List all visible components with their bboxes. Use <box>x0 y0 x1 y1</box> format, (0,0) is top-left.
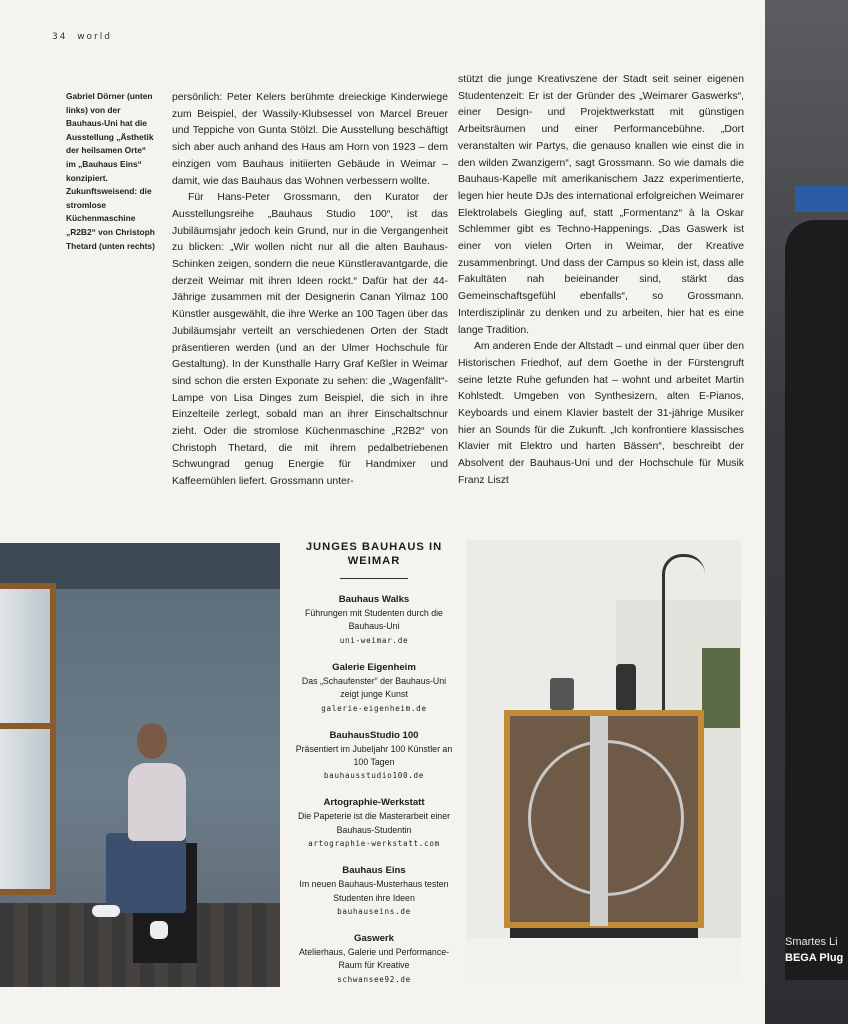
photo-window-bar <box>0 723 56 729</box>
article-paragraph: Für Hans-Peter Grossmann, den Kurator der Ausstellungsreihe „Bauhaus Studio 100“, ist das Jubiläumsjahr jedoch kein Grund, nur in die Vergangenheit zu blicken: „Wir wollen nicht nur all die alten Bauhaus-Schinken zeigen, sondern die neue Künstleravantgarde, die derzeit Weimar mit ihren Ideen rockt.“ Dafür hat der 44-Jährige zusammen mit der Designerin Canan Yilmaz 100 Künstler ausgewählt, die ihre Werke an 100 Tagen über das Jubiläumsjahr verteilt an verschiedenen Orten der Stadt präsentieren werden (und an der Ulmer Hochschule für Gestaltung). In der Kunsthalle Harry Graf Keßler in Weimar sind schon die ersten Exponate zu sehen: die „Wagenfällt“-Lampe von Lisa Dinges zum Beispiel, die sich in ihre Einzelteile zerlegt, sobald man an ihrer Einschaltschnur zieht. Oder die stromlose Küchenmaschine „R2B2“ von Christoph Thetard, die mit ihrem pedalbetriebenen Schwungrad genug Energie für Handmixer und Kaffeemühlen liefert. Grossmann unter- <box>172 192 448 488</box>
info-entry-name: Bauhaus Eins <box>342 865 406 877</box>
info-entry-desc: Im neuen Bauhaus-Musterhaus testen Studenten ihre Ideen <box>299 879 449 903</box>
info-entry-desc: Präsentiert im Jubeljahr 100 Künstler an 100 Tagen <box>295 743 453 768</box>
info-entry-url[interactable]: galerie-eigenheim.de <box>321 703 427 713</box>
info-entry <box>292 661 456 715</box>
info-entry <box>292 796 456 850</box>
info-entry <box>292 593 456 647</box>
photo-floor <box>466 938 741 982</box>
info-entry-name: Bauhaus Walks <box>338 594 410 605</box>
info-entry-name: Gaswerk <box>353 933 394 945</box>
info-entry-name: BauhausStudio 100 <box>329 729 419 741</box>
photo-window <box>0 583 56 895</box>
photo-person-body <box>128 763 186 841</box>
info-entry <box>292 864 456 918</box>
photo-person-head <box>137 723 167 759</box>
info-entry-url[interactable]: artographie-werkstatt.com <box>308 839 440 849</box>
photo-jug <box>550 678 574 710</box>
adjacent-page <box>765 0 848 1024</box>
info-box-entries <box>292 593 456 986</box>
photo-caption: Gabriel Dörner (unten links) von der Bauhaus-Uni hat die Ausstellung „Ästhetik der heilsamen Orte“ im „Bauhaus Eins“ konzipiert. Zukunftsweisend: die stromlose Küchenmaschine „R2B2“ von Christoph Thetard (unten rechts) <box>66 91 155 251</box>
photo-bottle <box>616 664 636 710</box>
adjacent-text-line1: Smartes Li <box>785 936 838 948</box>
photo-person-shoe <box>92 905 120 917</box>
article-column-1 <box>172 90 448 491</box>
info-entry-desc: Atelierhaus, Galerie und Performance-Raum für Kreative <box>298 947 450 971</box>
adjacent-blue-shape <box>795 186 848 212</box>
photo-lamp-arm <box>662 554 705 717</box>
article-column-2 <box>458 72 744 490</box>
article-paragraph: stützt die junge Kreativszene der Stadt seit seiner eigenen Studentenzeit: Er ist der Gründer des „Weimarer Gaswerks“, einer Design- und Projektwerkstatt mit günstigen Arbeitsräumen und einer Performancebühne. „Dort veranstalten wir Partys, die genauso knallen wie einst die in den wilden Zwanzigern“, sagt Grossmann. So wie damals die Bauhaus-Kapelle mit amerikanischem Jazz experimentierte, legen hier heute DJs des international erfolgreichen Weimarer Elektrolabels Giegling auf, statt „Formentanz“ à la Oskar Schlemmer gibt es Techno-Happenings. „Das Gaswerk ist einer von vielen Orten in Weimar, der Kreative zusammenbringt. Und dass der Campus so klein ist, dass alle Fakultäten nah beieinander sind, stärkt das Gemeinschaftsgefühl ebenfalls“, so Grossmann. Interdisziplinär zu denken und zu arbeiten, hier hat es eine lange Tradition. <box>458 74 744 336</box>
photo-machine-frame <box>590 716 608 926</box>
info-entry <box>292 932 456 986</box>
article-paragraph: Am anderen Ende der Altstadt – und einmal quer über den Historischen Friedhof, auf dem Goethe in der Fürstengruft seine letzte Ruhe gefunden hat – wohnt und arbeitet Martin Kohlstedt. Umgeben von Synthesizern, alten E-Pianos, Keyboards und einem Klavier bastelt der 31-jährige Musiker hier an Sounds für die Zukunft. „Ich konfrontiere klassisches Klavier mit Elektro und harten Bässen“, beschreibt der Absolvent der Bauhaus-Uni und der Hochschule für Musik Franz Liszt <box>458 341 744 486</box>
info-entry-url[interactable]: bauhauseins.de <box>337 907 411 917</box>
info-entry-desc: Die Papeterie ist die Masterarbeit einer Bauhaus-Studentin <box>297 811 451 835</box>
article-paragraph: persönlich: Peter Kelers berühmte dreieckige Kinderwiege zum Beispiel, der Wassily-Klubsessel von Marcel Breuer und Teppiche von Gunta Stölzl. Die Ausstellung beschäftigt sich aber auch anhand des Haus am Horn von 1923 – dem einzigen vom Bauhaus initiierten Gebäude in Weimar – damit, wie das Bauhaus das Wohnen verbessern wollte. <box>172 92 448 187</box>
info-box-title: JUNGES BAUHAUS IN WEIMAR <box>305 541 443 567</box>
photo-person-legs <box>106 833 186 913</box>
adjacent-dark-shape <box>785 220 848 980</box>
info-entry-url[interactable]: uni-weimar.de <box>339 635 409 645</box>
info-box-divider <box>340 578 408 579</box>
info-entry-name: Galerie Eigenheim <box>332 661 416 673</box>
info-entry-desc: Das „Schaufenster“ der Bauhaus-Uni zeigt junge Kunst <box>301 675 447 700</box>
info-entry-desc: Führungen mit Studenten durch die Bauhaus-Uni <box>305 608 443 632</box>
adjacent-text-line2: BEGA Plug <box>785 952 844 964</box>
info-entry-name: Artographie-Werkstatt <box>323 797 425 809</box>
kitchen-machine-photo <box>466 540 741 982</box>
photo-person-shoe <box>150 921 168 939</box>
info-entry-url[interactable]: bauhausstudio100.de <box>323 771 425 781</box>
folio <box>52 32 112 42</box>
portrait-photo <box>0 543 280 987</box>
info-entry-url[interactable]: schwansee92.de <box>337 974 411 984</box>
info-box <box>292 540 456 1000</box>
info-entry <box>292 729 456 783</box>
page-number: 34 <box>52 32 68 42</box>
section-name: world <box>77 32 112 42</box>
photo-cabinet-base <box>510 928 698 938</box>
photo-wall-picture <box>702 648 740 728</box>
